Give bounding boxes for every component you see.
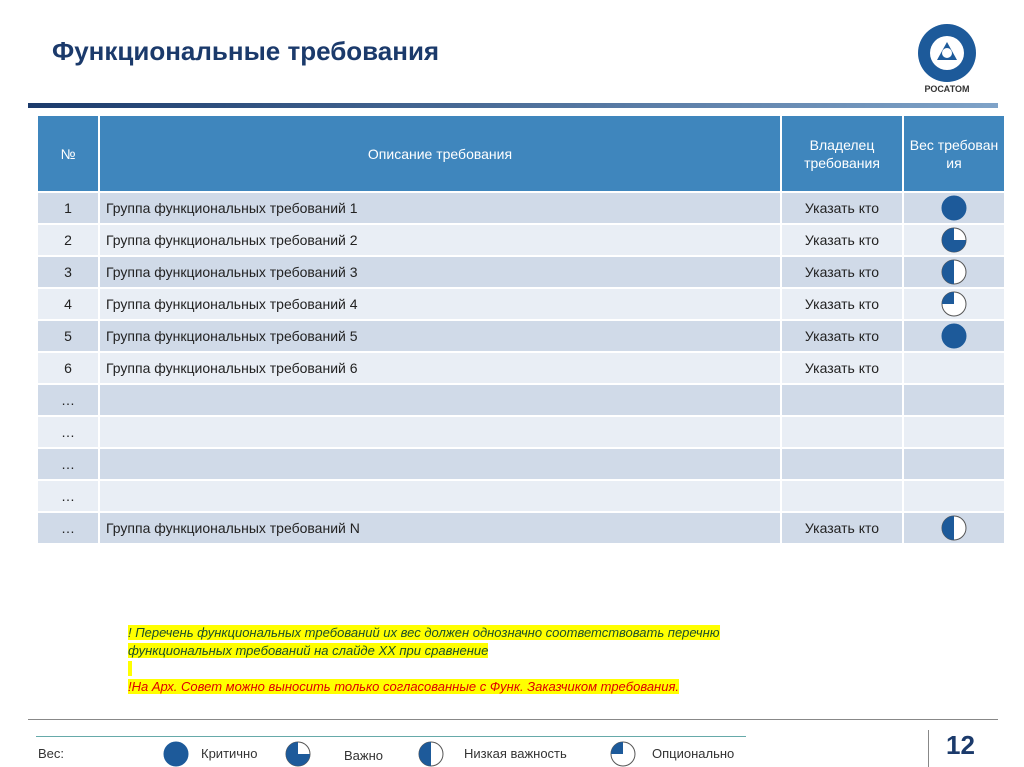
weight-pie-icon <box>941 227 967 253</box>
table-row <box>37 320 1005 352</box>
row-weight <box>903 224 1005 256</box>
row-description: Группа функциональных требований 6 <box>99 352 781 384</box>
row-owner <box>781 448 903 480</box>
page-number-divider <box>928 730 929 767</box>
legend-critical-icon <box>163 741 189 767</box>
table-row <box>37 416 1005 448</box>
row-description <box>99 384 781 416</box>
table-row <box>37 192 1005 224</box>
row-weight <box>903 192 1005 224</box>
row-description: Группа функциональных требований 3 <box>99 256 781 288</box>
row-number: 3 <box>37 256 99 288</box>
legend-optional-icon <box>610 741 636 767</box>
page-number: 12 <box>946 730 975 760</box>
row-description: Группа функциональных требований 1 <box>99 192 781 224</box>
row-number: … <box>37 448 99 480</box>
row-weight <box>903 256 1005 288</box>
row-owner <box>781 416 903 448</box>
table-row <box>37 448 1005 480</box>
row-weight <box>903 512 1005 544</box>
row-owner: Указать кто <box>781 512 903 544</box>
table-row <box>37 352 1005 384</box>
row-weight <box>903 448 1005 480</box>
row-description <box>99 416 781 448</box>
row-number: 4 <box>37 288 99 320</box>
weight-pie-icon <box>941 323 967 349</box>
note-line-2: функциональных требований на слайде XX при сравнение <box>128 643 489 658</box>
table-row <box>37 224 1005 256</box>
row-number: … <box>37 480 99 512</box>
row-description <box>99 448 781 480</box>
row-owner: Указать кто <box>781 224 903 256</box>
legend-critical: Критично <box>201 746 258 761</box>
legend-important-icon <box>285 741 311 767</box>
row-owner: Указать кто <box>781 256 903 288</box>
row-number: … <box>37 416 99 448</box>
row-description: Группа функциональных требований 4 <box>99 288 781 320</box>
row-owner: Указать кто <box>781 192 903 224</box>
row-number: … <box>37 384 99 416</box>
row-number: 6 <box>37 352 99 384</box>
weight-pie-icon <box>941 515 967 541</box>
logo-text: РОСАТОМ <box>924 84 970 94</box>
row-owner: Указать кто <box>781 352 903 384</box>
row-owner <box>781 384 903 416</box>
row-weight <box>903 416 1005 448</box>
row-weight <box>903 320 1005 352</box>
row-weight <box>903 384 1005 416</box>
row-owner <box>781 480 903 512</box>
weight-pie-icon <box>941 291 967 317</box>
row-owner: Указать кто <box>781 288 903 320</box>
notes <box>128 624 720 696</box>
header-divider <box>28 103 998 108</box>
row-description <box>99 480 781 512</box>
row-number: 2 <box>37 224 99 256</box>
row-number: 1 <box>37 192 99 224</box>
legend-important: Важно <box>344 748 384 763</box>
requirements-table <box>36 114 1006 545</box>
table-row <box>37 256 1005 288</box>
row-weight <box>903 288 1005 320</box>
row-number: … <box>37 512 99 544</box>
rosatom-logo <box>912 22 982 102</box>
row-description: Группа функциональных требований 5 <box>99 320 781 352</box>
table-row <box>37 288 1005 320</box>
note-line-1: ! Перечень функциональных требований их вес должен однозначно соответствовать перечню <box>128 625 720 640</box>
note-line-3: !На Арх. Совет можно выносить только согласованные с Функ. Заказчиком требования. <box>128 679 679 694</box>
footer-divider <box>28 719 998 720</box>
col-weight: Вес требован ия <box>903 115 1005 192</box>
weight-pie-icon <box>941 195 967 221</box>
row-weight <box>903 352 1005 384</box>
legend-low: Низкая важность <box>464 746 567 761</box>
col-owner: Владелец требования <box>781 115 903 192</box>
table-row <box>37 480 1005 512</box>
weight-legend <box>36 736 746 767</box>
weight-pie-icon <box>941 259 967 285</box>
row-description: Группа функциональных требований N <box>99 512 781 544</box>
table-row <box>37 512 1005 544</box>
row-owner: Указать кто <box>781 320 903 352</box>
legend-optional: Опционально <box>652 746 735 761</box>
row-weight <box>903 480 1005 512</box>
table-row <box>37 384 1005 416</box>
row-description: Группа функциональных требований 2 <box>99 224 781 256</box>
col-number: № <box>37 115 99 192</box>
legend-low-icon <box>418 741 444 767</box>
page-title: Функциональные требования <box>52 36 440 66</box>
col-description: Описание требования <box>99 115 781 192</box>
legend-label: Вес: <box>38 746 65 761</box>
row-number: 5 <box>37 320 99 352</box>
